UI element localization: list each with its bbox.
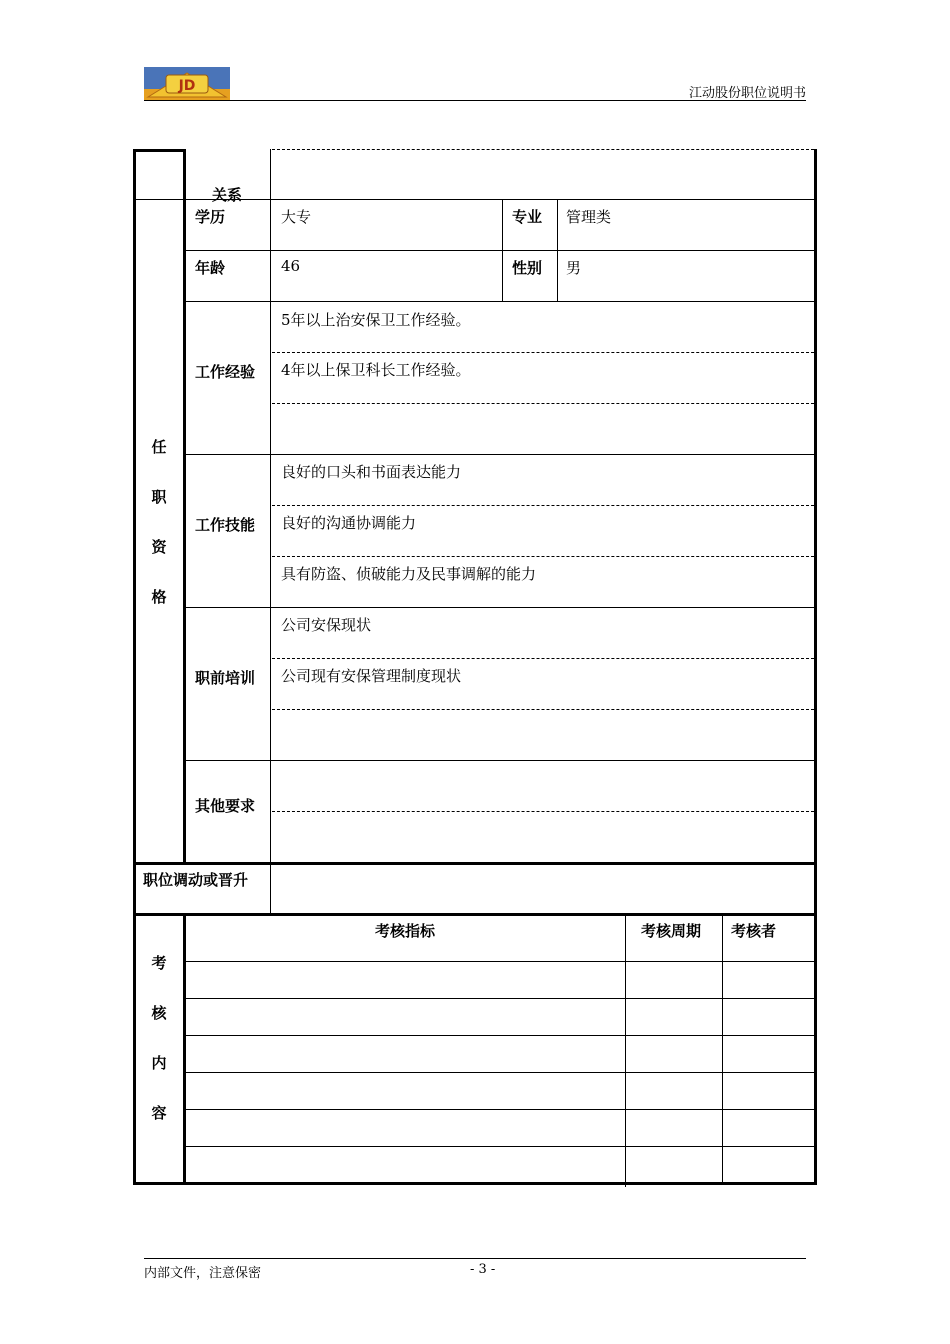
age-label: 年龄 <box>195 259 226 277</box>
row-line-training <box>183 760 816 761</box>
skill-item: 良好的沟通协调能力 <box>281 514 417 532</box>
row-line-experience <box>183 454 816 455</box>
page-number: - 3 - <box>470 1262 496 1277</box>
column-divider-major-value <box>557 200 558 302</box>
gender-value: 男 <box>566 259 582 277</box>
footer-confidential-note: 内部文件，注意保密 <box>144 1266 262 1281</box>
dashed-line-other <box>272 811 814 812</box>
row-line-assess-5 <box>183 1146 816 1147</box>
header-divider <box>144 100 806 101</box>
footer-divider <box>144 1258 806 1259</box>
dashed-line-skills-2 <box>272 556 814 557</box>
dashed-line-relations <box>272 149 814 150</box>
table-inner-left-border <box>183 149 186 864</box>
table-bottom-border <box>133 1182 816 1185</box>
company-logo <box>144 67 230 101</box>
training-label: 职前培训 <box>195 669 256 687</box>
age-value: 46 <box>281 257 301 275</box>
table-left-border <box>133 149 136 1183</box>
logo-text: JD <box>178 78 196 94</box>
row-line-assess-3 <box>183 1072 816 1073</box>
training-item: 公司安保现状 <box>281 616 372 634</box>
education-label: 学历 <box>195 208 226 226</box>
dashed-line-skills-1 <box>272 505 814 506</box>
skill-item: 具有防盗、侦破能力及民事调解的能力 <box>281 565 537 583</box>
top-left-border <box>133 149 185 152</box>
skill-item: 良好的口头和书面表达能力 <box>281 463 462 481</box>
dashed-line-experience-2 <box>272 403 814 404</box>
row-line-assess-header <box>183 961 816 962</box>
qualifications-section-label: 任 职 资 格 <box>151 438 167 606</box>
dashed-line-training-2 <box>272 709 814 710</box>
row-line-skills <box>183 607 816 608</box>
experience-item: 4年以上保卫科长工作经验。 <box>281 361 471 379</box>
label-column-divider <box>270 149 271 915</box>
table-right-border <box>814 149 817 1185</box>
dashed-line-experience-1 <box>272 352 814 353</box>
assessment-column-divider-2 <box>722 915 723 1183</box>
row-line-age <box>183 301 816 302</box>
relations-label: 关系 <box>212 186 243 204</box>
experience-item: 5年以上治安保卫工作经验。 <box>281 311 471 329</box>
major-value: 管理类 <box>566 208 612 226</box>
row-line-education <box>183 250 816 251</box>
row-line-assess-2 <box>183 1035 816 1036</box>
major-label: 专业 <box>512 208 543 226</box>
gender-label: 性别 <box>512 259 543 277</box>
row-line-other <box>133 862 816 865</box>
row-line-assess-1 <box>183 998 816 999</box>
assessment-inner-left-border <box>183 915 186 1185</box>
experience-label: 工作经验 <box>195 363 256 381</box>
assessment-header-assessor: 考核者 <box>731 922 777 940</box>
assessment-header-indicator: 考核指标 <box>374 922 435 940</box>
dashed-line-training-1 <box>272 658 814 659</box>
assessment-header-period: 考核周期 <box>641 922 702 940</box>
promotion-label: 职位调动或晋升 <box>143 871 249 889</box>
document-title: 江动股份职位说明书 <box>688 86 806 101</box>
other-requirements-label: 其他要求 <box>195 797 256 815</box>
skills-label: 工作技能 <box>195 516 256 534</box>
assessment-section-label: 考 核 内 容 <box>151 954 167 1122</box>
column-divider-major <box>502 200 503 302</box>
training-item: 公司现有安保管理制度现状 <box>281 667 462 685</box>
education-value: 大专 <box>281 208 312 226</box>
row-line-promotion <box>133 913 816 916</box>
row-line-assess-4 <box>183 1109 816 1110</box>
